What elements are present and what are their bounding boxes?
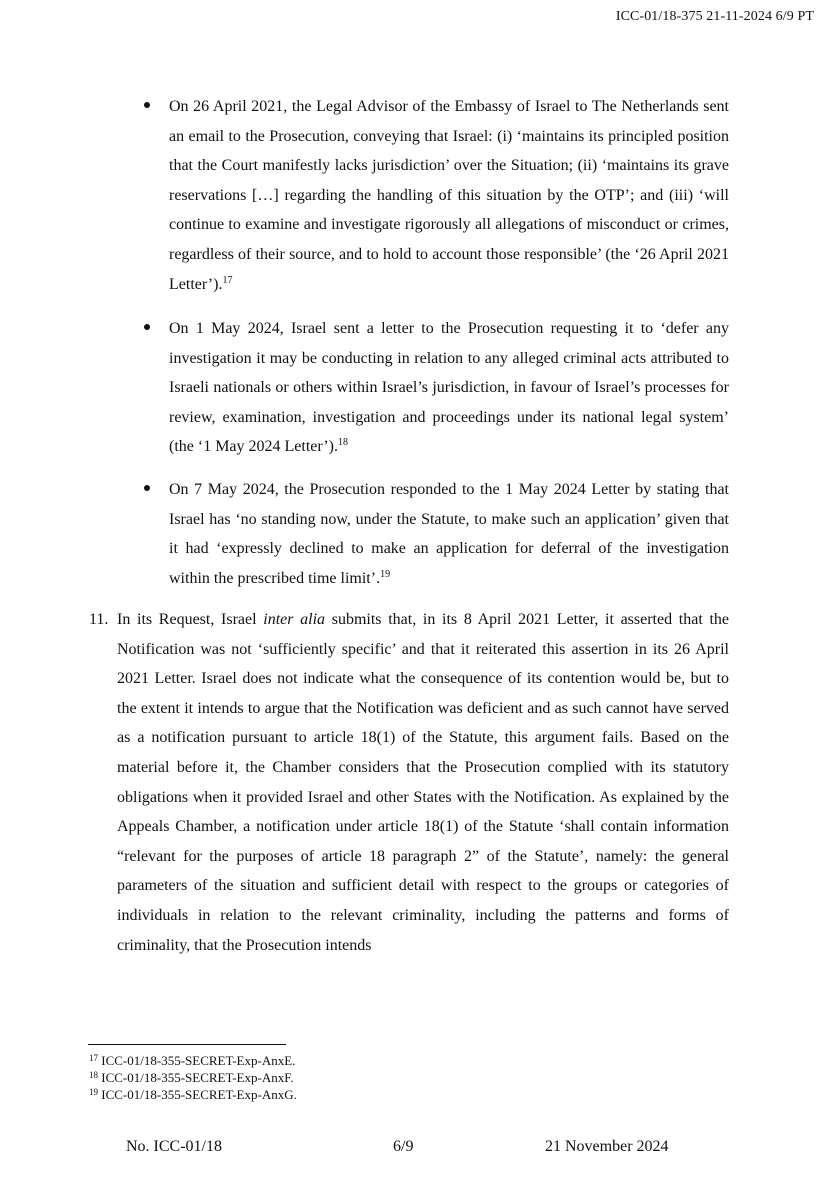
paragraph-11 xyxy=(117,605,729,960)
footer-date: 21 November 2024 xyxy=(545,1138,669,1155)
footnote-text: ICC-01/18-355-SECRET-Exp-AnxE. xyxy=(101,1053,296,1068)
footer-page-number: 6/9 xyxy=(393,1138,414,1155)
footnote-ref[interactable]: 18 xyxy=(337,437,348,449)
paragraph-body: submits that, in its 8 April 2021 Letter, it asserted that the Notification was not ‘sufficiently specific’ and that it reiterated this assertion in its 26 April 2021 Letter. Israel does not indicate what the consequence of its contention would be, but to the extent it intends to argue that the Notification was deficient and as such cannot have served as a notification pursuant to article 18(1) of the Statute, this argument fails. Based on the material before it, the Chamber considers that the Prosecution complied with its statutory obligations when it provided Israel and other States with the Notification. As explained by the Appeals Chamber, a notification under article 18(1) of the Statute ‘shall contain information “relevant for the purposes of article 18 paragraph 2” of the Statute’, namely: the general parameters of the situation and sufficient detail with respect to the groups or categories of individuals in relation to the relevant criminality, including the patterns and forms of criminality, that the Prosecution intends xyxy=(117,611,730,954)
footnote-ref[interactable]: 17 xyxy=(222,274,233,286)
footnote-text: ICC-01/18-355-SECRET-Exp-AnxF. xyxy=(101,1070,294,1085)
paragraph-italic: inter alia xyxy=(263,611,326,628)
footnote-number: 17 xyxy=(89,1053,98,1063)
bullet-paragraph-text: On 7 May 2024, the Prosecution responded to the 1 May 2024 Letter by stating that Israel has ‘no standing now, under the Statute, to make such an application’ given that it had ‘expressly declined to make an application for deferral of the investigation within the prescribed time limit’. xyxy=(169,481,729,587)
footnote-number: 19 xyxy=(89,1087,98,1097)
footnote-number: 18 xyxy=(89,1070,98,1080)
document-stamp: ICC-01/18-375 21-11-2024 6/9 PT xyxy=(615,9,814,24)
footnote-ref[interactable]: 19 xyxy=(380,568,391,580)
footnote-18 xyxy=(89,1070,294,1085)
paragraph-number: 11. xyxy=(89,611,109,628)
footnote-text: ICC-01/18-355-SECRET-Exp-AnxG. xyxy=(101,1087,297,1102)
bullet-marker xyxy=(144,102,150,108)
bullet-paragraph-text: On 26 April 2021, the Legal Advisor of the Embassy of Israel to The Netherlands sent an email to the Prosecution, conveying that Israel: (i) ‘maintains its principled position that the Court manifestly lacks jurisdiction’ over the Situation; (ii) ‘maintains its grave reservations […] regarding the handling of this situation by the OTP’; and (iii) ‘will continue to examine and investigate rigorously all allegations of misconduct or crimes, regardless of their source, and to hold to account those responsible’ (the ‘26 April 2021 Letter’). xyxy=(169,98,729,293)
footer-case-number: No. ICC-01/18 xyxy=(126,1138,222,1155)
bullet-paragraph-2 xyxy=(169,314,729,462)
footnote-17 xyxy=(89,1053,295,1068)
footnote-19 xyxy=(89,1087,297,1102)
bullet-marker xyxy=(144,485,150,491)
paragraph-lead: In its Request, Israel xyxy=(117,611,264,628)
bullet-paragraph-text: On 1 May 2024, Israel sent a letter to the Prosecution requesting it to ‘defer any investigation it may be conducting in relation to any alleged criminal acts attributed to Israeli nationals or others within Israel’s jurisdiction, in favour of Israel’s processes for review, examination, investigation and proceedings under its national legal system’ (the ‘1 May 2024 Letter’). xyxy=(169,320,729,456)
bullet-paragraph-1 xyxy=(169,92,729,299)
bullet-marker xyxy=(144,324,150,330)
footnote-separator xyxy=(88,1044,286,1045)
bullet-paragraph-3 xyxy=(169,475,729,593)
